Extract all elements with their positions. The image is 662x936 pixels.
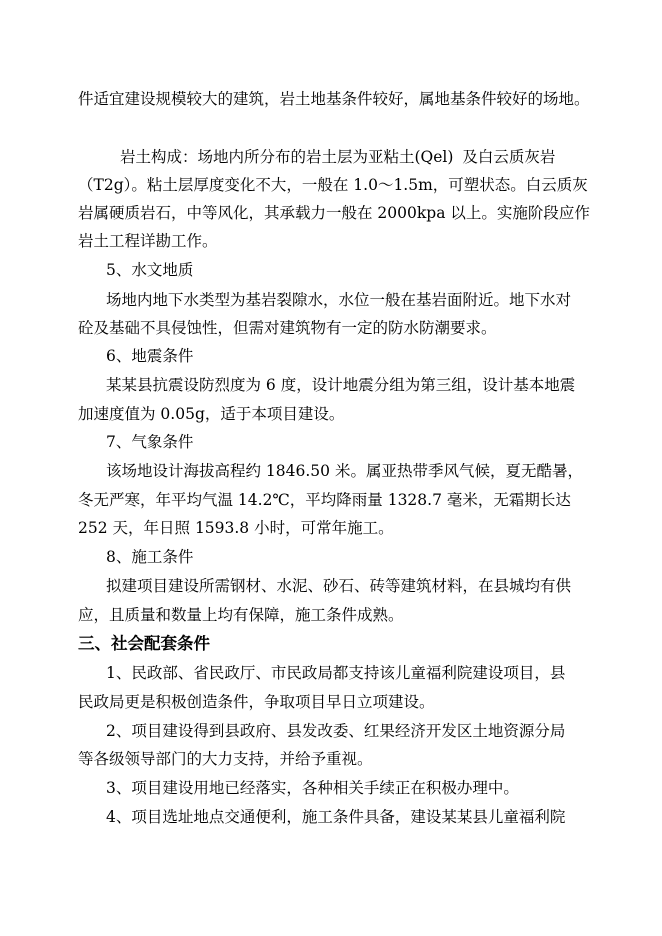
- construction-subheading: 8、施工条件: [106, 548, 194, 566]
- support-item-1-line-1: 1、民政部、省民政厅、市民政局都支持该儿童福利院建设项目，县: [106, 664, 566, 682]
- support-item-4-line-1: 4、项目选址地点交通便利，施工条件具备，建设某某县儿童福利院: [106, 808, 566, 826]
- rock-line-4: 岩土工程详勘工作。: [78, 232, 218, 250]
- quake-line-1: 某某县抗震设防烈度为 6 度，设计地震分组为第三组，设计基本地震: [106, 376, 576, 394]
- hydro-subheading: 5、水文地质: [106, 261, 194, 279]
- construction-line-2: 应，且质量和数量上均有保障，施工条件成熟。: [78, 606, 404, 624]
- quake-subheading: 6、地震条件: [106, 347, 194, 365]
- hydro-line-2: 砼及基础不具侵蚀性，但需对建筑物有一定的防水防潮要求。: [78, 319, 497, 337]
- support-item-1-line-2: 民政局更是积极创造条件，争取项目早日立项建设。: [78, 693, 435, 711]
- quake-line-2: 加速度值为 0.05g，适于本项目建设。: [78, 405, 345, 423]
- construction-line-1: 拟建项目建设所需钢材、水泥、砂石、砖等建筑材料，在县城均有供: [106, 577, 572, 595]
- support-item-3: 3、项目建设用地已经落实，各种相关手续正在积极办理中。: [106, 779, 519, 797]
- rock-line-1: 岩土构成：场地内所分布的岩土层为亚粘土(Qel) 及白云质灰岩: [120, 148, 556, 166]
- climate-subheading: 7、气象条件: [106, 433, 194, 451]
- climate-line-3: 252 天，年日照 1593.8 小时，可常年施工。: [78, 519, 394, 537]
- rock-line-2: （T2g）。粘土层厚度变化不大，一般在 1.0～1.5m，可塑状态。白云质灰: [78, 176, 588, 194]
- climate-line-1: 该场地设计海拔高程约 1846.50 米。属亚热带季风气候，夏无酷暑，: [106, 462, 583, 480]
- support-item-2-line-2: 等各级领导部门的大力支持，并给予重视。: [78, 750, 373, 768]
- hydro-line-1: 场地内地下水类型为基岩裂隙水，水位一般在基岩面附近。地下水对: [106, 291, 572, 309]
- support-item-2-line-1: 2、项目建设得到县政府、县发改委、红果经济开发区土地资源分局: [106, 722, 566, 740]
- section-heading-social-support: 三、社会配套条件: [78, 634, 210, 653]
- site-condition-line: 件适宜建设规模较大的建筑，岩土地基条件较好，属地基条件较好的场地。: [78, 90, 590, 108]
- climate-line-2: 冬无严寒，年平均气温 14.2℃，平均降雨量 1328.7 毫米，无霜期长达: [78, 491, 571, 509]
- rock-line-3: 岩属硬质岩石，中等风化，其承载力一般在 2000kpa 以上。实施阶段应作: [78, 204, 590, 222]
